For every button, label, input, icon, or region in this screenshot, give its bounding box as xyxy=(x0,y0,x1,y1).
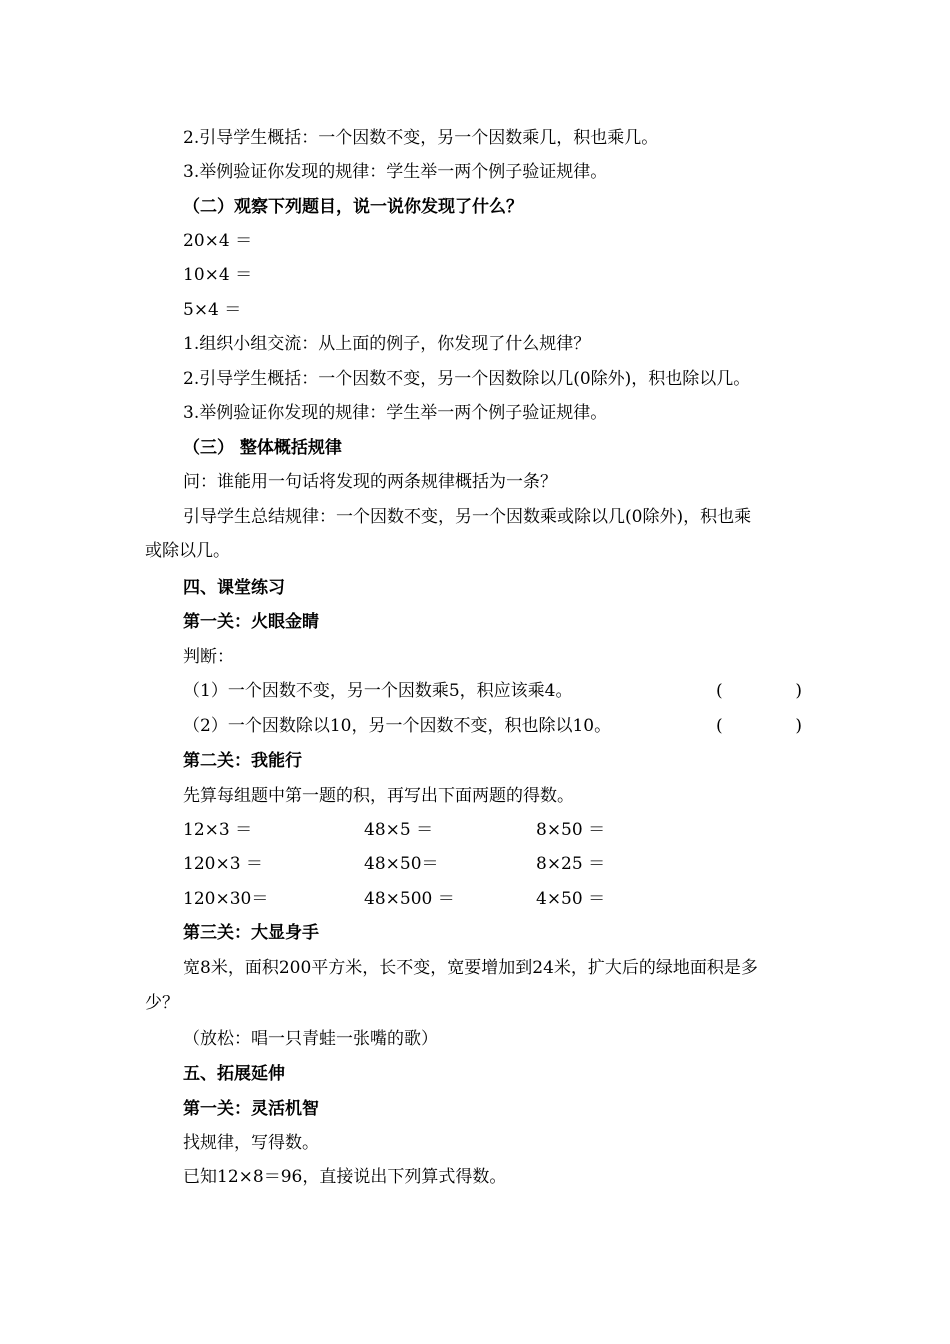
text-line: 先算每组题中第一题的积，再写出下面两题的得数。 xyxy=(183,786,574,806)
section-heading: 四、课堂练习 xyxy=(183,578,285,598)
subsection-heading: 第二关：我能行 xyxy=(183,751,302,771)
equation-line: 10×4 ＝ xyxy=(183,265,253,285)
text-line: 1.组织小组交流：从上面的例子，你发现了什么规律？ xyxy=(183,334,591,354)
section-heading: （二）观察下列题目，说一说你发现了什么？ xyxy=(183,197,523,217)
bracket-open: ( xyxy=(716,681,723,701)
bracket-close: ) xyxy=(795,681,802,701)
bracket-open: ( xyxy=(716,716,723,736)
calc-cell: 120×3 ＝ xyxy=(183,854,263,874)
judge-item-1: （1）一个因数不变，另一个因数乘5，积应该乘4。 xyxy=(183,681,573,701)
text-line: 少？ xyxy=(145,993,179,1013)
subsection-heading: 第三关：大显身手 xyxy=(183,923,319,943)
text-line: 找规律，写得数。 xyxy=(183,1133,319,1153)
judge-item-2: （2）一个因数除以10，另一个因数不变，积也除以10。 xyxy=(183,716,612,736)
section-heading: （三） 整体概括规律 xyxy=(183,438,342,458)
calc-cell: 8×50 ＝ xyxy=(536,820,606,840)
equation-line: 5×4 ＝ xyxy=(183,300,242,320)
text-line: 2.引导学生概括：一个因数不变，另一个因数除以几(0除外)，积也除以几。 xyxy=(183,369,751,389)
text-line: 引导学生总结规律：一个因数不变，另一个因数乘或除以几(0除外)，积也乘 xyxy=(183,507,752,527)
text-line: 问：谁能用一句话将发现的两条规律概括为一条？ xyxy=(183,472,557,492)
subsection-heading: 第一关：灵活机智 xyxy=(183,1099,319,1119)
text-line: 或除以几。 xyxy=(145,541,230,561)
section-heading: 五、拓展延伸 xyxy=(183,1064,285,1084)
subsection-heading: 第一关：火眼金睛 xyxy=(183,612,319,632)
text-line: 3.举例验证你发现的规律：学生举一两个例子验证规律。 xyxy=(183,403,608,423)
equation-line: 20×4 ＝ xyxy=(183,231,253,251)
text-line: （放松：唱一只青蛙一张嘴的歌） xyxy=(183,1029,438,1049)
calc-cell: 48×50＝ xyxy=(364,854,439,874)
calc-cell: 120×30＝ xyxy=(183,889,269,909)
calc-cell: 4×50 ＝ xyxy=(536,889,606,909)
text-line: 已知12×8＝96，直接说出下列算式得数。 xyxy=(183,1167,507,1187)
calc-cell: 48×5 ＝ xyxy=(364,820,434,840)
bracket-close: ) xyxy=(795,716,802,736)
text-line: 2.引导学生概括：一个因数不变，另一个因数乘几，积也乘几。 xyxy=(183,128,659,148)
text-line: 判断： xyxy=(183,647,234,667)
calc-cell: 12×3 ＝ xyxy=(183,820,253,840)
calc-cell: 8×25 ＝ xyxy=(536,854,606,874)
text-line: 宽8米，面积200平方米，长不变，宽要增加到24米，扩大后的绿地面积是多 xyxy=(183,958,758,978)
calc-cell: 48×500 ＝ xyxy=(364,889,455,909)
text-line: 3.举例验证你发现的规律：学生举一两个例子验证规律。 xyxy=(183,162,608,182)
